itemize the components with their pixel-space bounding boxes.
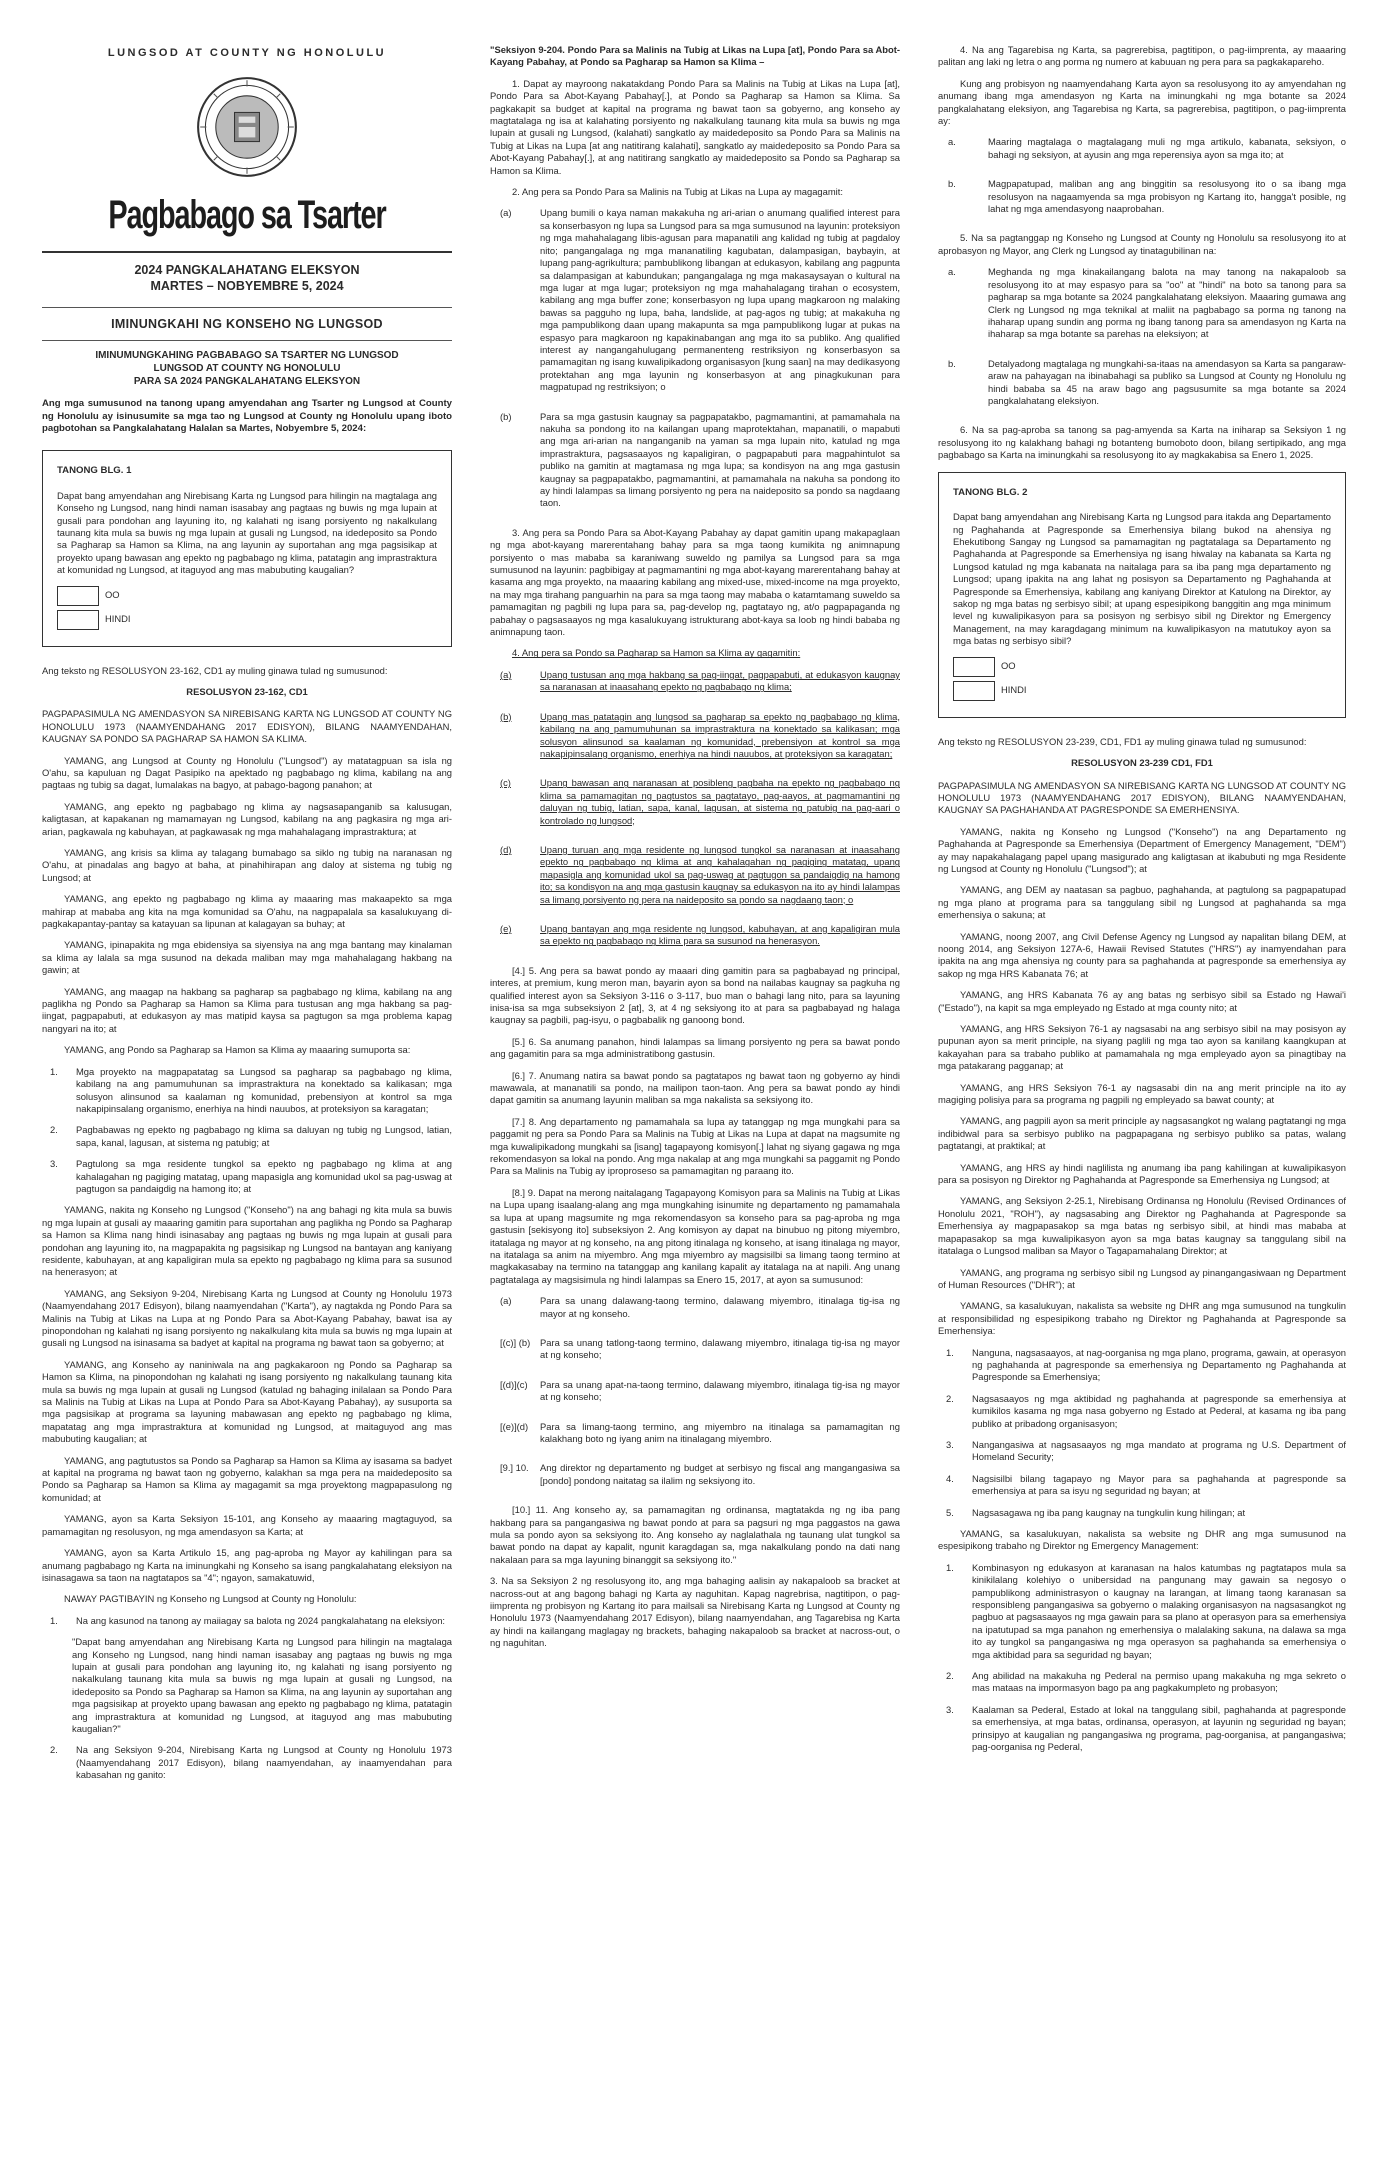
whereas-para: YAMANG, ayon sa Karta Seksiyon 15-101, ang Konseho ay maaaring magtaguyod, sa pamamagitan ng resolusyon, ng mga amendasyon sa Karta; at [42, 1513, 452, 1537]
list-item: 2. Na ang Seksiyon 9-204, Nirebisang Karta ng Lungsod at County ng Honolulu 1973 (Naamyendahang 2017 Edisyon), bilang naamyendahan, ay inaamyendahan para kabasahan ng ganito: [50, 1744, 452, 1781]
sub-item: [(d)](c) Para sa unang apat-na-taong termino, dalawang miyembro, itinalaga tig-isa ng mayor at ng konseho; [500, 1378, 900, 1403]
sub-item: [(c)] (b) Para sa unang tatlong-taong termino, dalawang miyembro, itinalaga tig-isa ng mayor at ng konseho; [500, 1336, 900, 1361]
whereas-para: YAMANG, ang epekto ng pagbabago ng klima ay nagsasapanganib sa kalusugan, kaligtasan, at kapakanan ng mamamayan ng Lungsod, kabilang na ang pagkasira ng mga ari-arian, pagkawala ng kabuhayan, at pagkawasak ng mga mahahalagang imprastraktura; at [42, 800, 452, 837]
section-para: 3. Ang pera sa Pondo Para sa Abot-Kayang Pabahay ay dapat gamitin upang makapaglaan ng mga abot-kayang marerentahang bahay para sa mga taong kumikita ng animnapung porsiyento o mas mababa sa karaniwang suweldo ng pamilya sa Lungsod para sa mga sumusunod na layunin: pagbibigay at pagmamantini ng mga abot-kayang marerentahang bahay at kasama ang mga proyekto, na maaaring kabilang ang mixed-use, mixed-income na mga proyekto, na may mga tirahang panguarhin na para sa mga taong may mababa o katamtamang suweldo sa pamamagitan ng pagbili ng lupa para sa, pag-develop ng, pagtatayo ng, at/o pagpapaganda ng pabahay o pagsasaayos ng mga kasalukuyang istrukturang abot-kaya sa loob ng hindi bababa ng animnapung taon. [490, 526, 900, 638]
whereas-para: YAMANG, ang epekto ng pagbabago ng klima ay maaaring mas makaapekto sa mga mahirap at mababa ang kita na mga komunidad sa O'ahu, na nagpapalala sa kasalukuyang di-pagkakapantay-pantay sa katayuan sa lipunan at kalagayan sa buhay; at [42, 893, 452, 930]
yes-checkbox[interactable] [953, 657, 995, 677]
sub-notice-line-3: PARA SA 2024 PANGKALAHATANG ELEKSYON [133, 376, 361, 388]
question-1-title: TANONG BLG. 1 [57, 465, 132, 477]
question-2-title: TANONG BLG. 2 [953, 486, 1028, 498]
resolve-para: NAWAY PAGTIBAYIN ng Konseho ng Lungsod at County ng Honolulu: [64, 1593, 357, 1605]
option-yes [57, 586, 437, 606]
question-2-text: Dapat bang amyendahan ang Nirebisang Karta ng Lungsod para itakda ang Departamento ng Paghahanda at Pagresponde sa Emerhensiya bilang bukod na ahensiya ng Ehekutibong Sangay ng Lungsod sa pamamagitan ng pagtatalaga sa Departamento ng Paghahanda at Pagresponde sa Emerhensiya ng isang hiwalay na kabanata sa Karta ng Lungsod katulad ng mga kabanata na naitalaga para sa iba pang mga departamento ng Lungsod; upang ipakita na ang lahat ng posisyon sa Departamento ng Paghahanda at Pagresponde sa Emerhensiya, kabilang ang kaniyang Direktor at Katulong na Direktor, ay sakop ng mga batas ng serbisyo sibil; at upang espesipikong banggitin ang mga minimum level ng kuwalipikasyon para sa posisyon ng serbisyo sibil ng Direktor ng Emergency Management, na may karagdagang minimum na kuwalipikasyon na matutukoy ayon sa mga batas ng serbisyo sibil? [953, 511, 1331, 647]
whereas-para: YAMANG, nakita ng Konseho ng Lungsod ("Konseho") na ang Departamento ng Paghahanda at Pagresponde sa Emerhensiya (Department of Emergency Management, "DEM") ay may napakahalagang papel upang masigurado ang kaligtasan at ikabubuti ng mga Residente ng Lungsod at County ng Honolulu ("Lungsod"); at [938, 825, 1346, 874]
whereas-para: YAMANG, ang pagpili ayon sa merit principle ay nagsasangkot ng walang pagtatangi ng mga indibidwal para sa serbisyo publiko na pagpapagana ng serbisyo publiko sa patas, walang pagtatangi, at praktikal; at [938, 1115, 1346, 1152]
no-checkbox[interactable] [57, 610, 99, 630]
section-para: [6.] 7. Anumang natira sa bawat pondo sa pagtatapos ng bawat taon ng gobyerno ay hindi mawawala, at mananatili sa pondo, na mailipon taon-taon. Ang pera sa bawat pondo ay hindi dapat gamitin sa anumang layunin maliban sa mga nakalista sa seksiyong ito. [490, 1069, 900, 1106]
election-heading [42, 263, 452, 294]
whereas-para: YAMANG, ang Konseho ay naniniwala na ang pagkakaroon ng Pondo sa Pagharap sa Hamon sa Klima, na pinopondohan ng kalahati ng isang porsiyento ng nakalkulang taunang kita mula sa buwis ng mga lupain at gusali ng Lungsod (katulad ng bahaging inilalaan sa Pondo Para sa Malinis na Tubig at Likas na Lupa at Pondo Para sa Abot-Kayang Pabahay), ay susuporta sa mga pagsisikap at programa sa layuning mabawasan ang epekto ng pagbabago ng klima, mapatatag ang mga imprastraktura at komunidad ng Lungsod, at maitaguyod ang mas mabubuting kaugalian; at [42, 1358, 452, 1445]
list-item: 1. Nanguna, nagsasaayos, at nag-oorganisa ng mga plano, programa, gawain, at operasyon ng paghahanda at pagresponde sa emerhensiya ng Departamento ng Paghahanda at Pagresponde sa Emerhensiya; [946, 1346, 1346, 1383]
whereas-para: YAMANG, noong 2007, ang Civil Defense Agency ng Lungsod ay napalitan bilang DEM, at noong 2014, ang Seksiyon 127A-6, Hawaii Revised Statutes ("HRS") ay inamyendahan para ipakita na ang mga ahensiya ng county para sa paghahanda at pagresponde sa emerhensiya ay sakop ng mga HRS Kabanata 76; at [938, 930, 1346, 979]
whereas-para: YAMANG, ayon sa Karta Artikulo 15, ang pag-aproba ng Mayor ay kahilingan para sa anumang pagbabago ng Karta na iminungkahi ng Konseho sa isang pangkalahatang eleksiyon na isinasagawa sa taon na nagtatapos sa "4"; ngayon, samakatuwid, [42, 1547, 452, 1583]
divider [42, 307, 452, 308]
whereas-para: YAMANG, nakita ng Konseho ng Lungsod ("Konseho") na ang bahagi ng kita mula sa buwis ng mga lupain at gusali ay maaaring gamitin para suportahan ang paglikha ng Pondo sa Pagharap sa Hamon sa Klima nang hindi isinasabay ang pagtaas ng buwis ng mga lupain at gusali para pondohan ang layuning ito, na magpapakita ng pagsisikap ng Lungsod na bantayan ang kaniyang residente, kabuhayan, at ang kapaligiran mula sa epekto ng pagbabago ng klima para sa susunod na henerasyon; at [42, 1204, 452, 1278]
whereas-para: YAMANG, ang Pondo sa Pagharap sa Hamon sa Klima ay maaaring sumuporta sa: [64, 1044, 411, 1056]
no-label: HINDI [1001, 684, 1027, 696]
sub-notice-line-1: IMINUMUNGKAHING PAGBABAGO SA TSARTER NG LUNGSOD [95, 350, 399, 362]
section-para: [5.] 6. Sa anumang panahon, hindi lalampas sa limang porsiyento ng pera sa bawat pondo ang gagamitin para sa mga administratibong gastusin. [490, 1035, 900, 1060]
section-para: 4. Ang pera sa Pondo sa Pagharap sa Hamon sa Klima ay gagamitin: [512, 647, 801, 659]
list-item: 1. Kombinasyon ng edukasyon at karanasan na halos katumbas ng pagtatapos mula sa kinikilalang kolehiyo o unibersidad na pangunang may gawain sa negosyo o pampublikong administrasyon o kaugnay na larangan, at limang taong karanasan sa responsibleng pangangasiwa sa gobyerno o malaking organisasyon na nagsasangkot ng pagbuo at pagsasaayos ng mga gawain para sa plano at operasyon para sa emerhensiya na ipatutupad sa mga panahon ng emerhensiya o malalaking sakuna, na dalawa sa mga ito ay tungkol sa pangangasiwa ng mga operasyon sa paghahanda sa emerhensiya o mga aktibidad para sa seguridad ng bayan; [946, 1561, 1346, 1660]
sub-item: (b) Upang mas patatagin ang lungsod sa pagharap sa epekto ng pagbabago ng klima, kabilang na ang pamumuhunan sa imprastraktura na konektado sa kalikasan; mga solusyon alinsunod sa kaalaman ng komunidad, prebensiyon at kontrol sa mga nakapipinsalang organismo, enerhiya na hindi nauubos, at proteksiyon sa karagatan; [500, 710, 900, 759]
resolution-heading: PAGPAPASIMULA NG AMENDASYON SA NIREBISANG KARTA NG LUNGSOD AT COUNTY NG HONOLULU 1973 (NAAMYENDAHANG 2017 EDISYON), BILANG NAAMYENDAHAN, KAUGNAY SA PONDO SA PAGHARAP SA HAMON SA KLIMA. [42, 708, 452, 745]
intro-text: Ang mga sumusunod na tanong upang amyendahan ang Tsarter ng Lungsod at County ng Honolulu ay isinusumite sa mga tao ng Lungsod at County ng Honolulu upang iboto pagbotohan sa Pangkalahatang Halalan sa Martes, Nobyembre 5, 2024: [42, 398, 452, 435]
column-3 [938, 44, 1346, 2134]
section-para: 3. Na sa Seksiyon 2 ng resolusyong ito, ang mga bahaging aalisin ay nakapaloob sa bracket at nacross-out at ang bagong bahagi ng Karta ay naguhitan. Kapag nagrebrisa, nagtitipon, o pag-iimprenta ng probisyon ng Kartang ito para mailsali sa Nirebisang Karta ng Lungsod at County ng Honolulu 1973 (Naamyendahang 2017 Edisyon), bilang naamyendahan, ang Tagarebisa ng Karta ay hindi na kailangang maglagay ng brackets, bahaging nakapaloob sa bracket at nacross-out, o ng naguhitan. [490, 1575, 900, 1649]
page-title: Pagbabago sa Tsarter [108, 192, 386, 237]
notice-heading: IMINUNGKAHI NG KONSEHO NG LUNGSOD [111, 316, 383, 331]
whereas-para: YAMANG, ang Seksiyon 9-204, Nirebisang Karta ng Lungsod at County ng Honolulu 1973 (Naamyendahang 2017 Edisyon), bilang naamyendahan ("Karta"), ay nagtakda ng Pondo Para sa Malinis na Tubig at Likas na Lupa at ng Pondo Para sa Abot-Kayang Pabahay, bawat isa ay pinopondohan ng kalahati ng isang porsiyento ng nakalkulang kita mula sa buwis ng mga lupain at gusali ng Lungsod na isinasama sa badyet at kapital na programa ng bawat taon sa gobyerno; at [42, 1287, 452, 1349]
section-para: 6. Na sa pag-aproba sa tanong sa pag-amyenda sa Karta na iniharap sa Seksiyon 1 ng resolusyong ito ng kalakhang bahagi ng botanteng bumoboto doon, bilang sertipikado, ang mga pagbabago sa Karta na iminungkahi sa resolusyong ito ay magkakabisa sa Enero 1, 2025. [938, 424, 1346, 461]
city-seal-icon [195, 75, 299, 179]
question-1-text: Dapat bang amyendahan ang Nirebisang Karta ng Lungsod para hilingin na magtalaga ang Konseho ng Lungsod, nang hindi naman isasabay ang pagtaas ng buwis ng mga lupain at gusali para pondohan ang layuning ito, ng kalahati ng isang porsiyento ng nakalkulang taunang kita mula sa buwis ng mga lupain at gusali ng Lungsod, na idedeposito sa Pondo sa Pagharap sa Hamon sa Klima, na ang layunin ay suportahan ang mga pagsisikap at proyekto upang bawasan ang epekto ng pagbabago ng klima, patatagin ang imprastraktura at komunidad ng Lungsod, at itaguyod ang mas mabubuting kaugalian? [57, 489, 437, 576]
list-item: 4. Nagsisilbi bilang tagapayo ng Mayor para sa paghahanda at pagresponde sa emerhensiya at para sa isyu ng seguridad ng bayan; at [946, 1472, 1346, 1497]
whereas-para: YAMANG, ang Seksiyon 2-25.1, Nirebisang Ordinansa ng Honolulu (Revised Ordinances of Honolulu 2021, "ROH"), ay nagsasabing ang Direktor ng Paghahanda at Pagresponde sa Emerhensiya ay magpapasakop sa mga batas ng serbisyo sibil, at hindi mas mababa at mapapasakop sa mga kuwalipikasyon ayon sa mga batas kaugnay sa tanggulang sibil na itatalaga o Lungsod maliban sa Mayor o Tagapamahalang Direktor; at [938, 1195, 1346, 1257]
city-header: LUNGSOD AT COUNTY NG HONOLULU [107, 47, 387, 59]
sub-notice [42, 349, 452, 388]
divider [42, 340, 452, 341]
sub-item: b. Magpapatupad, maliban ang ang binggitin sa resolusyong ito o sa ibang mga resolusyon na nagaamyenda sa mga probisyon ng Kartang ito, hangga't posible, ng lahat ng mga amendasyong naaprobahan. [948, 178, 1346, 215]
section-para: [10.] 11. Ang konseho ay, sa pamamagitan ng ordinansa, magtatakda ng ng iba pang hakbang para sa pangangasiwa ng bawat pondo at para sa pagsuri ng mga paggastos na gawa mula sa pondo ayon sa seksiyong ito. Ang konseho ay naglalathala ng taunang ulat tungkol sa bawat pondo na dapat ay kapalit, ngunit karagdagan sa, mga nakalkulang pondo na dati nang nakalaan para sa mga layuning binanggit sa seksiyong ito." [490, 1504, 900, 1565]
resolution-text-ref: Ang teksto ng RESOLUSYON 23-239, CD1, FD1 ay muling ginawa tulad ng sumusunod: [938, 735, 1307, 747]
option-no [57, 610, 437, 630]
whereas-para: YAMANG, ang DEM ay naatasan sa pagbuo, paghahanda, at pagtulong sa pagpapatupad ng mga plano at programa para sa tanggulang sibil ng Lungsod at paghahanda sa mga emerhensiya o sakuna; at [938, 884, 1346, 921]
list-item: 1. Na ang kasunod na tanong ay maiiagay sa balota ng 2024 pangkalahatang na eleksiyon: [50, 1614, 446, 1626]
list-item: 2. Ang abilidad na makakuha ng Pederal na permiso upang makakuha ng mga sekreto o mas mataas na impormasyon bago pa ang pagkakumpleto ng probasyon; [946, 1670, 1346, 1694]
whereas-para: YAMANG, ang Lungsod at County ng Honolulu ("Lungsod") ay matatagpuan sa isla ng O'ahu, sa kapuluan ng Dagat Pasipiko na apektado ng pagbabago ng klima, kabilang na ang pagtaas ng tubig sa dagat, lumalakas na bagyo, at pabago-bagong panahon; at [42, 754, 452, 791]
whereas-para: YAMANG, ipinapakita ng mga ebidensiya sa siyensiya na ang mga bantang may kinalaman sa klima ay lalala sa mga susunod na dekada maliban may mga mahahalagang hakbang na gawin; at [42, 939, 452, 976]
no-checkbox[interactable] [953, 681, 995, 701]
sub-item: (d) Upang turuan ang mga residente ng lungsod tungkol sa naranasan at inaasahang epekto ng pagbabago ng klima at ang kahalagahan ng pagiging matatag, upang mapasigla ang komunidad ukol sa pag-uswag at pagtugon sa pandaigdig na hamong ito; sa kondisyon na ang mga gastusin kaugnay sa edukasyon na ito ay hindi lalampas sa limang porsiyento ng pera na naideposito sa pondo sa nagdaang taon; o [500, 843, 900, 905]
column-1 [42, 44, 452, 2134]
sub-item: (e) Upang bantayan ang mga residente ng lungsod, kabuhayan, at ang kapaligiran mula sa epekto ng pagbabago ng klima para sa susunod na henerasyon. [500, 922, 900, 947]
column-2 [490, 44, 900, 2134]
whereas-para: YAMANG, ang maagap na hakbang sa pagharap sa pagbabago ng klima, kabilang na ang paglikha ng Pondo sa Pagharap sa Hamon sa Klima para tustusan ang mga hakbang sa pag-iingat, pagpapabuti, at edukasyon ay mas matipid kaysa sa pagtugon sa mga problema kapag nangyari na ito; at [42, 985, 452, 1034]
sub-item: a. Maaring magtalaga o magtalagang muli ng mga artikulo, kabanata, seksiyon, o bahagi ng seksiyon, at ayusin ang mga reperensiya ayon sa mga ito; at [948, 136, 1346, 160]
section-para: [4.] 5. Ang pera sa bawat pondo ay maaari ding gamitin para sa pagbabayad ng principal, interes, at premium, kung meron man, bayarin ayon sa bond na nailabas kaugnay sa pagkuha ng qualified interest ayon sa Seksiyon 3-116 o 3-117, buo man o bahagi lang nito, para sa layuning inisa-isa sa mga subseksiyon 2 [at], 3, at 4 ng seksiyong ito at para sa pagbabayad ng halaga kaugnay sa pagbili, pag-isyu, o pagbabalik ng ganoong bond. [490, 964, 900, 1026]
list-item: 5. Nagsasagawa ng iba pang kaugnay na tungkulin kung hilingan; at [946, 1506, 1246, 1518]
section-para: 1. Dapat ay mayroong nakatakdang Pondo Para sa Malinis na Tubig at Likas na Lupa [at], Pondo Para sa Abot-Kayang Pabahay[.], at Pondo sa Pagharap sa Hamon sa Klima. Sa pagkakapit sa budget at kapital na programa ng bawat taon sa gobyerno, ang konseho ay magtatalaga ng isa at kalahating porsiyento ng nakalkulang taunang kita mula sa buwis ng mga lupain at gusali ng Lungsod, (kalahati) sangkatlo ay maidedeposito sa Pondo Para sa Malinis na Tubig at Likas na Lupa [at ang natitirang kalahati], sangkatlo ay maidedeposito sa Pondo Para sa Abot-Kayang Pabahay[.], at ang natitirang sangkatlo ay maidedeposito sa Pondo sa Pagharap sa Hamon sa Klima. [490, 77, 900, 176]
whereas-para: YAMANG, sa kasalukuyan, nakalista sa website ng DHR ang mga sumusunod na espesipikong trabaho ng Direktor ng Emergency Management: [938, 1528, 1346, 1552]
whereas-para: YAMANG, ang HRS ay hindi naglilista ng anumang iba pang kahilingan at kuwalipikasyon para sa posisyon ng Direktor ng Paghahanda at Pagresponde sa Emerhensiya ng Lungsod; at [938, 1161, 1346, 1186]
yes-label: OO [1001, 660, 1016, 672]
section-title: "Seksiyon 9-204. Pondo Para sa Malinis na Tubig at Likas na Lupa [at], Pondo Para sa Abot-Kayang Pabahay, at Pondo sa Pagharap sa Hamon sa Klima – [490, 44, 900, 68]
no-label: HINDI [105, 613, 131, 625]
whereas-para: YAMANG, ang HRS Seksiyon 76-1 ay nagsasabi din na ang merit principle na ito ay magiging polisiya para sa programa ng pagpili ng empleyado sa bawat county; at [938, 1081, 1346, 1106]
newspaper-page [42, 44, 1346, 2134]
section-para: 4. Na ang Tagarebisa ng Karta, sa pagrerebisa, pagtitipon, o pag-iimprenta, ay maaaring palitan ang laki ng letra o ang porma ng numero at kabuuan ng pera para sa pagkakapareho. [938, 44, 1346, 68]
sub-notice-line-2: LUNGSOD AT COUNTY NG HONOLULU [153, 363, 341, 375]
sub-item: b. Detalyadong magtalaga ng mungkahi-sa-itaas na amendasyon sa Karta sa pangaraw-araw na pahayagan na ibinabahagi sa publiko sa Lungsod at County ng Honolulu ng hindi bababa sa 45 na araw bago ang pagsusumite sa mga botante sa 2024 pangkalahatang eleksiyon. [948, 357, 1346, 406]
sub-item: (b) Para sa mga gastusin kaugnay sa pagpapatakbo, pagmamantini, at pamamahala na nakuha sa pondong ito na kailangan upang maprotektahan, mapanatili, o mapabuti ang mga ari-arian na nanganganib na yaman sa mga lupain nito, katulad ng mga imprastraktura, pagsasaayos ng kapaligiran, o pagpapabuti para magpahintulot sa publiko na gamitin at magtamasa ng mga lupa; sa kondisyon na ang mga gastusin kaugnay sa pagpapatakbo, pagmamantini, at pamamahala na nakuha sa pondong ito ay hindi lalampas sa limang porsiyento ng pera na naideposito sa pondo sa nagdaang taon. [500, 410, 900, 509]
list-item: 3. Nangangasiwa at nagsasaayos ng mga mandato at programa ng U.S. Department of Homeland Security; [946, 1438, 1346, 1463]
whereas-para: YAMANG, ang pagtutustos sa Pondo sa Pagharap sa Hamon sa Klima ay isasama sa badyet at kapital na programa ng bawat taon ng gobyerno, kalakhan sa mga pera na maidedeposito sa Pondo sa Pagharap sa Hamon sa Klima ay magagamit sa mga proyektong magpapasulong ng komunidad; at [42, 1454, 452, 1503]
sub-item: (a) Para sa unang dalawang-taong termino, dalawang miyembro, itinalaga tig-isa ng mayor at ng konseho. [500, 1295, 900, 1319]
ballot-quote: "Dapat bang amyendahan ang Nirebisang Karta ng Lungsod para hilingin na magtalaga ang Konseho ng Lungsod, nang hindi naman isasabay ang pagtaas ng buwis ng mga lupain at gusali para pondohan ang layuning ito, ng kalahati ng isang porsiyento ng nakalkulang taunang kita mula sa buwis ng mga lupain at gusali ng Lungsod, na idedeposito sa Pondo sa Pagharap sa Hamon sa Klima, na ang layunin ay suportahan ang mga pagsisikap at proyekto upang bawasan ang epekto ng pagbabago ng klima, patatagin ang imprastraktura at komunidad ng Lungsod, at itaguyod ang mas mabubuting kaugalian?" [72, 1636, 452, 1734]
question-2-box [938, 472, 1346, 718]
sub-item: (a) Upang bumili o kaya naman makakuha ng ari-arian o anumang qualified interest para sa konserbasyon ng lupa sa Lungsod para sa mga sumusunod na layunin: proteksiyon ng mga mahahalagang libis-agusan para mapanatili ang kalidad ng tubig at pagdaloy nito; pangangalaga ng mga mananatiling kagubatan, dalampasigan, baybayin, at lupang pang-agrikultura; pambublikong libangan at edukasyon, kabilang ang pagpunta sa dalampasigan at kabundukan; pangangalaga ng mga makasaysayan o kultural na mga lugar at mga lugar; proteksiyon ng mga mahahalagang tirahan o ecosystem, kabilang ang mga buffer zone; konserbasyon ng lupa upang magkaroon ng malaking bawas sa pagguho ng lupa, baha, landslide, at pag-agos ng tubig; at makakuha ng mga pampublikong daan upang makapunta sa mga pampublikong lugar at pukas na espasyo para magkaroon ng kapakinabangan ang mga ito sa publiko. Ang qualified interest ay nangangahulugang permanenteng restriksiyon ng konserbasyon sa pamamagitan ng isang kuwalipikadong organisasyon [kung saan] na may dedikasyong protektahan ang mga layunin ng konserbasyon at ang pinagkukunan para magpatupad ng restriksiyon; o [500, 207, 900, 393]
sub-item: (a) Upang tustusan ang mga hakbang sa pag-iingat, pagpapabuti, at edukasyon kaugnay sa naranasan at inaasahang epekto ng pagbabago ng klima; [500, 668, 900, 693]
sub-item: [9.] 10. Ang direktor ng departamento ng budget at serbisyo ng fiscal ang mangangasiwa sa [pondo] pondong naitatag sa ilalim ng seksiyong ito. [500, 1462, 900, 1486]
resolution-text-ref: Ang teksto ng RESOLUSYON 23-162, CD1 ay muling ginawa tulad ng sumusunod: [42, 664, 388, 676]
resolution-title: RESOLUSYON 23-239 CD1, FD1 [1071, 757, 1213, 769]
sub-item: a. Meghanda ng mga kinakailangang balota na may tanong na nakapaloob sa resolusyong ito at may espasyo para sa "oo" at "hindi" na boto sa tanong para sa pagharap sa mga botante sa 2024 pangkalahatang eleksiyon. Maaaring gumawa ang Clerk ng Lungsod ng mga teknikal at maliit na pagbabago sa porma ng tanong na ihaharap upang sundin ang porma ng ibang tanong para sa amendasyon ng Karta na ihaharap sa mga botante sa parehas na eleksiyon; at [948, 266, 1346, 340]
section-para: Kung ang probisyon ng naamyendahang Karta ayon sa resolusyong ito ay amyendahan ng anumang ibang mga amendasyon ng Karta na iminungkahi ng mga botante sa 2024 pangkalahatang eleksiyon, ang Tagarebisa ng Karta, sa pagrerebisa, pagtitipon, o pag-iimprenta ay: [938, 77, 1346, 127]
question-1-box [42, 450, 452, 647]
list-item: 1. Mga proyekto na magpapatatag sa Lungsod sa pagharap sa pagbabago ng klima, kabilang na ang pamumuhunan sa imprastraktura na konektado sa kalikasan; mga solusyon alinsunod sa kaalaman ng komunidad, prebensiyon at kontrol sa mga nakapipinsalang organismo, enerhiya na hindi nauubos, at proteksiyon sa karagatan; [50, 1065, 452, 1114]
resolution-title: RESOLUSYON 23-162, CD1 [186, 685, 308, 697]
election-line-2: MARTES – NOBYEMBRE 5, 2024 [150, 278, 344, 293]
sub-item: [(e)](d) Para sa limang-taong termino, ang miyembro na itinalaga sa pamamagitan ng kalakhang boto ng iyang anim na itinalagang miyembro. [500, 1420, 900, 1444]
option-no [953, 681, 1331, 701]
section-para: 2. Ang pera sa Pondo Para sa Malinis na Tubig at Likas na Lupa ay magagamit: [512, 186, 843, 198]
whereas-para: YAMANG, ang krisis sa klima ay talagang bumabago sa siklo ng tubig na naranasan ng O'ahu, at pinadalas ang bagyo at baha, at pinahihirapan ang daloy at sistema ng tubig ng Lungsod; at [42, 847, 452, 883]
sub-item: (c) Upang bawasan ang naranasan at posibleng pagbaha na epekto ng pagbabago ng klima sa pamamagitan ng pagtustos sa pagtatayo, pag-aayos, at pagmamantini ng daluyan ng tubig, latian, sapa, kanal, lagusan, at sistema ng patubig na pag-aari o kontrolado ng lungsod; [500, 777, 900, 826]
whereas-para: YAMANG, sa kasalukuyan, nakalista sa website ng DHR ang mga sumusunod na tungkulin at responsibilidad ng espesipikong trabaho ng Direktor ng Paghahanda at Pagresponde sa Emerhensiya: [938, 1300, 1346, 1337]
section-para: [8.] 9. Dapat na merong naitalagang Tagapayong Komisyon para sa Malinis na Tubig at Likas na Lupa upang isaalang-alang ang mga mungkahing isinumite ng departamento ng pamamahala sa lupa at upang magsumite ng mga rekomendasyon sa konseho para sa pag-aproba ng mga gastusin [sekisyong ito] subseksiyon 2. Ang komisyon ay dapat na binubuo ng pitong miyembro, itatalaga ng mayor at ng konseho, na ang pitong itinalaga ng konseho, at isang itinalaga ng mayor, na itatalaga sa anim na miyembro. Ang mga miyembro ay magsisilbi sa limang taong termino at magkakasabay na termino na tatanggap ang kanilang kapalit ay itatalaga na at napili. Ang unang pagtatalaga ay magsisimula ng hindi lalampas sa Enero 15, 2017, at ayon sa sumusunod: [490, 1186, 900, 1285]
section-para: 5. Na sa pagtanggap ng Konseho ng Lungsod at County ng Honolulu sa resolusyong ito at aprobasyon ng Mayor, ang Clerk ng Lungsod ay tinatagubilinan na: [938, 232, 1346, 256]
list-item: 2. Pagbabawas ng epekto ng pagbabago ng klima sa daluyan ng tubig ng Lungsod, latian, sapa, kanal, lagusan, at sistema ng patubig; at [50, 1124, 452, 1148]
list-item: 3. Pagtulong sa mga residente tungkol sa epekto ng pagbabago ng klima at ang kahalagahan ng pagiging matatag, upang mapasigla ang komunidad ukol sa pag-uswag at pagtugon sa pandaigdig na hamong ito; at [50, 1158, 452, 1194]
divider [42, 251, 452, 253]
whereas-para: YAMANG, ang programa ng serbisyo sibil ng Lungsod ay pinangangasiwaan ng Department of Human Resources ("DHR"); at [938, 1266, 1346, 1290]
section-para: [7.] 8. Ang departamento ng pamamahala sa lupa ay tatanggap ng mga mungkahi para sa paggamit ng pera sa Pondo Para sa Malinis na Tubig at Likas na Lupa at dapat na magsumite ng mga kuwalipikadong mungkahi sa [isang] tagapayong komisyon[.] lahat ng siyang gagawa ng mga rekomendasyon sa lokal na pondo. Ang mga nakalap at ang mga mungkahi sa paggamit ng Pondo Para sa Malinis na Tubig ay iproproseso sa pamamagitan ng paraang ito. [490, 1115, 900, 1177]
whereas-para: YAMANG, ang HRS Kabanata 76 ay ang batas ng serbisyo sibil sa Estado ng Hawai'i ("Estado"), na kapit sa mga empleyado ng Estado at mga county nito; at [938, 989, 1346, 1013]
list-item: 2. Nagsasaayos ng mga aktibidad ng paghahanda at pagresponde sa emerhensiya at kumikilos kasama ng mga nasa gobyerno ng Estado at Pederal, at kasama ng iba pang publiko at pribadong organisasyon; [946, 1392, 1346, 1429]
election-line-1: 2024 PANGKALAHATANG ELEKSYON [134, 263, 360, 278]
yes-checkbox[interactable] [57, 586, 99, 606]
option-yes [953, 657, 1331, 677]
resolution-heading: PAGPAPASIMULA NG AMENDASYON SA NIREBISANG KARTA NG LUNGSOD AT COUNTY NG HONOLULU 1973 (NAAMYENDAHANG 2017 EDISYON), BILANG NAAMYENDAHAN, KAUGNAY SA PAGHAHANDA AT PAGRESPONDE SA EMERHENSIYA. [938, 779, 1346, 816]
whereas-para: YAMANG, ang HRS Seksiyon 76-1 ay nagsasabi na ang serbisyo sibil na may posisyon ay pupunan ayon sa merit principle, na siyang paglili ng mga tao ayon sa kanilang kaangkupan at kakayahan para sa trabaho publiko at pamamahala ng mga empleyado ayon sa pinagtibay na mga patakarang pagganap; at [938, 1023, 1346, 1072]
yes-label: OO [105, 589, 120, 601]
list-item: 3. Kaalaman sa Pederal, Estado at lokal na tanggulang sibil, paghahanda at pagresponde sa emerhensiya, at mga batas, ordinansa, operasyon, at layunin ng seguridad ng bayan; prinsipyo at kaugalian ng pangangasiwa ng programa, pag-oorganisa, at pangangasiwa; pag-oorganisa ng Pederal, [946, 1703, 1346, 1753]
